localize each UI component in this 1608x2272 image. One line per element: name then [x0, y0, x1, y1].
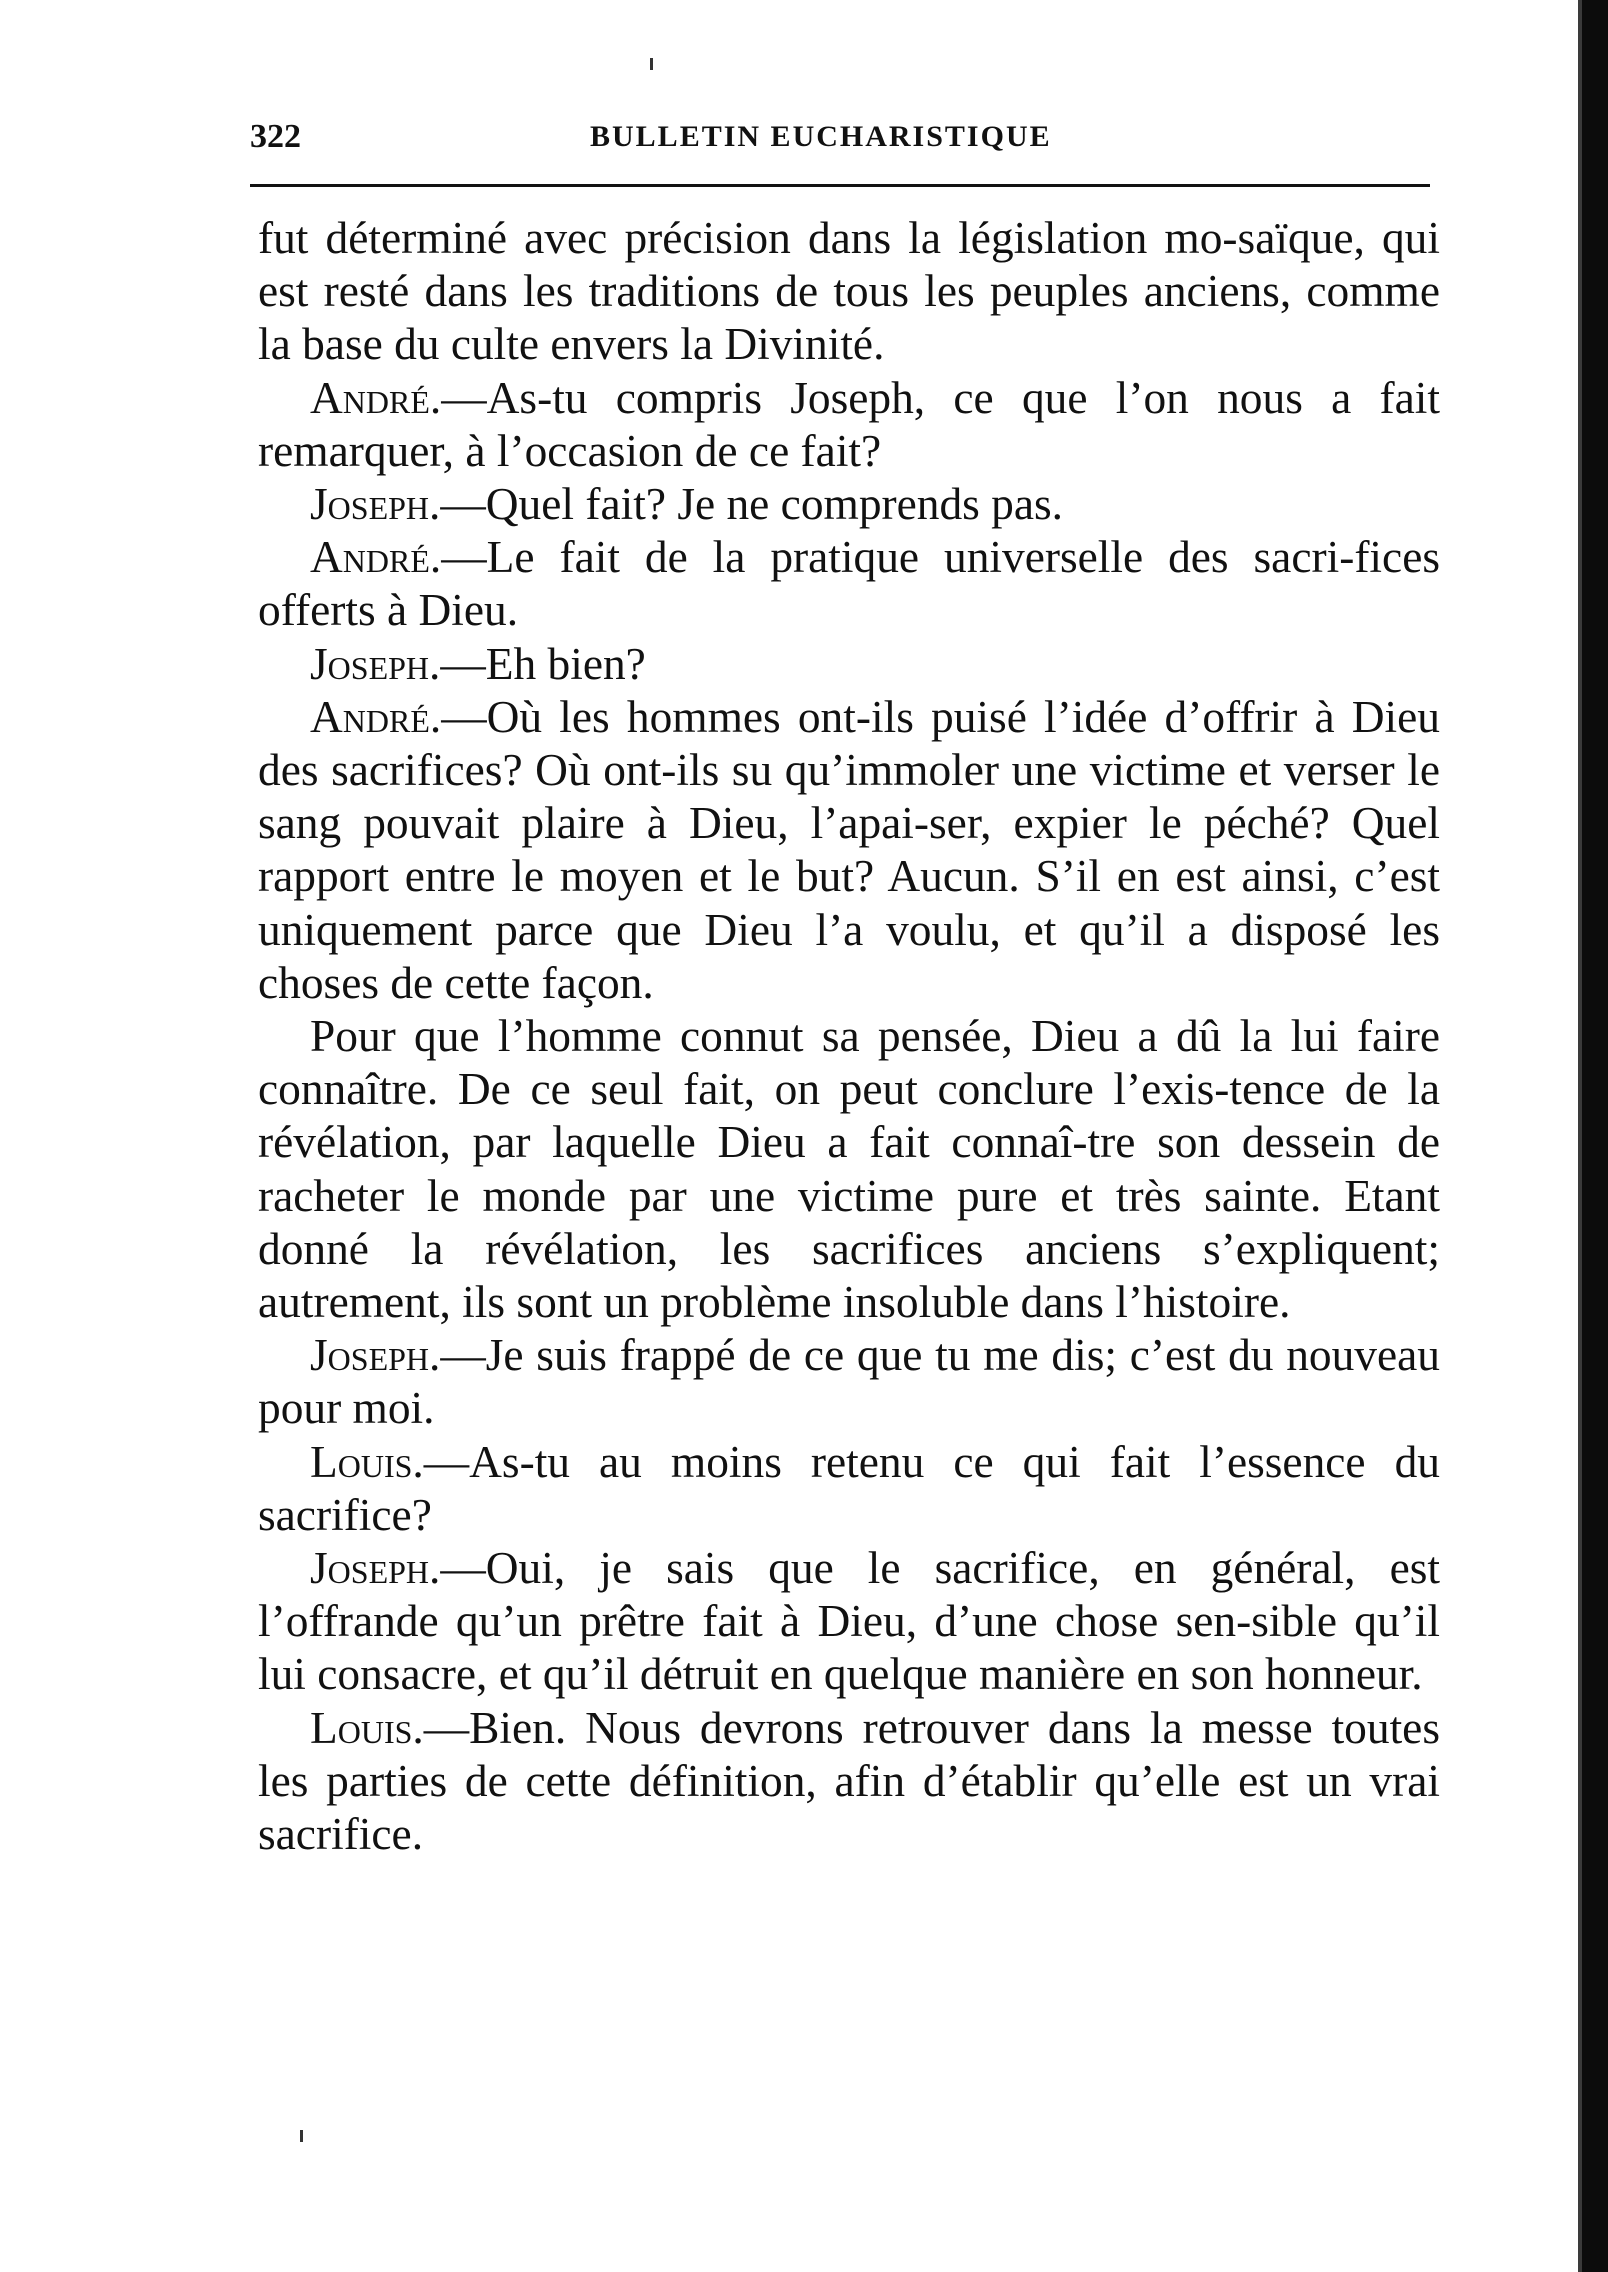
speaker-name: Louis. [310, 1702, 424, 1753]
dialogue-joseph-2 [258, 638, 1440, 691]
dialogue-joseph-3 [258, 1329, 1440, 1435]
dialogue-text: —As-tu au moins retenu ce qui fait l’essence du sacrifice? [258, 1436, 1440, 1540]
page-body [258, 212, 1440, 1861]
dialogue-text: —Le fait de la pratique universelle des sacri-fices offerts à Dieu. [258, 532, 1440, 636]
dialogue-louis-2 [258, 1702, 1440, 1862]
speaker-name: André. [310, 691, 442, 742]
dialogue-text: —Où les hommes ont-ils puisé l’idée d’offrir à Dieu des sacrifices? Où ont-ils su qu’immoler une victime et verser le sang pouvait plaire à Dieu, l’apai-ser, expier le péché? Quel rapport entre le moyen et le but? Aucun. S’il en est ainsi, c’est uniquement parce que Dieu l’a voulu, et qu’il a disposé les choses de cette façon. [258, 691, 1440, 1008]
paragraph-2 [258, 1010, 1440, 1329]
speaker-name: Joseph. [310, 479, 441, 530]
speaker-name: Louis. [310, 1436, 424, 1487]
dialogue-text: —Bien. Nous devrons retrouver dans la messe toutes les parties de cette définition, afin d’établir qu’elle est un vrai sacrifice. [258, 1702, 1440, 1860]
page-number: 322 [250, 118, 301, 155]
page-edge-border [1582, 0, 1608, 2272]
paragraph-text: Pour que l’homme connut sa pensée, Dieu a dû la lui faire connaître. De ce seul fait, on peut conclure l’exis-tence de la révélation, par laquelle Dieu a fait connaî-tre son dessein de racheter le monde par une victime pure et très sainte. Etant donné la révélation, les sacrifices anciens s’expliquent; autrement, ils sont un problème insoluble dans l’histoire. [258, 1011, 1440, 1328]
dialogue-joseph-1 [258, 478, 1440, 531]
dialogue-text: —Je suis frappé de ce que tu me dis; c’est du nouveau pour moi. [258, 1330, 1440, 1434]
speaker-name: Joseph. [310, 1330, 441, 1381]
paragraph-text: fut déterminé avec précision dans la législation mo-saïque, qui est resté dans les traditions de tous les peuples anciens, comme la base du culte envers la Divinité. [258, 213, 1440, 370]
dialogue-text: —Oui, je sais que le sacrifice, en général, est l’offrande qu’un prêtre fait à Dieu, d’une chose sen-sible qu’il lui consacre, et qu’il détruit en quelque manière en son honneur. [258, 1543, 1440, 1700]
scan-mark-bottom [300, 2130, 303, 2142]
speaker-name: André. [310, 372, 442, 423]
dialogue-joseph-4 [258, 1542, 1440, 1702]
speaker-name: Joseph. [310, 1543, 441, 1594]
page-header [250, 112, 1430, 172]
scan-mark-top [650, 58, 653, 70]
running-title: BULLETIN EUCHARISTIQUE [590, 120, 1052, 153]
dialogue-louis-1 [258, 1436, 1440, 1542]
header-rule [250, 184, 1430, 187]
dialogue-text: —Quel fait? Je ne comprends pas. [440, 479, 1064, 530]
dialogue-text: —Eh bien? [440, 638, 646, 689]
dialogue-text: —As-tu compris Joseph, ce que l’on nous a fait remarquer, à l’occasion de ce fait? [258, 372, 1440, 476]
speaker-name: André. [310, 532, 442, 583]
speaker-name: Joseph. [310, 638, 441, 689]
paragraph-1 [258, 212, 1440, 372]
dialogue-andre-1 [258, 372, 1440, 478]
dialogue-andre-2 [258, 531, 1440, 637]
dialogue-andre-3 [258, 691, 1440, 1010]
